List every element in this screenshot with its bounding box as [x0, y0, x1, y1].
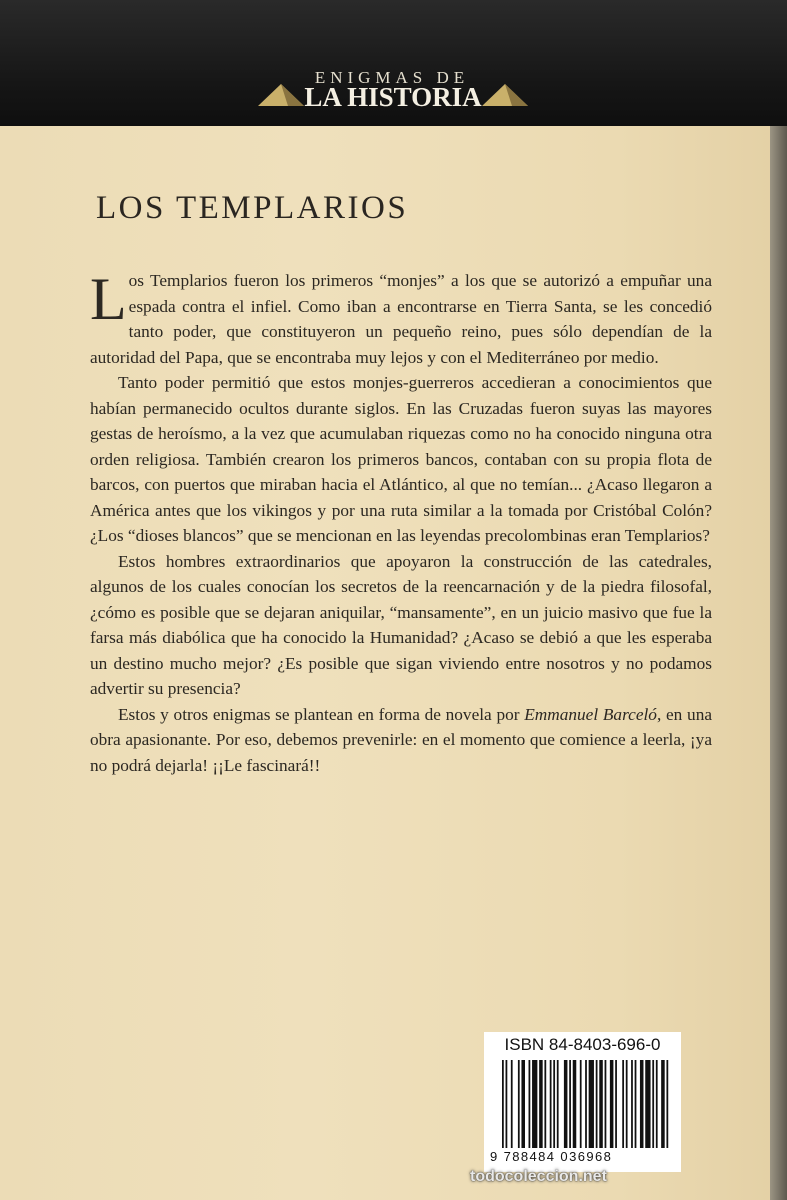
barcode-bar — [502, 1060, 504, 1148]
barcode-bar — [610, 1060, 614, 1148]
watermark: todocoleccion.net — [470, 1168, 607, 1185]
barcode-bar — [529, 1060, 531, 1148]
barcode-bar — [640, 1060, 644, 1148]
barcode-bar — [521, 1060, 525, 1148]
barcode-bar — [550, 1060, 552, 1148]
paragraph-text: Estos y otros enigmas se plantean en forma de novela por — [118, 704, 525, 724]
paragraph-text: , en una obra apasionante. Por eso, debemos prevenirle: en el momento que comience a leerla, ¡ya no podrá dejarla! ¡¡Le fascinará!! — [90, 704, 713, 775]
barcode-bar — [569, 1060, 571, 1148]
barcode-bar — [511, 1060, 513, 1148]
series-logo — [258, 68, 528, 112]
barcode-bar — [656, 1060, 658, 1148]
barcode-bar — [626, 1060, 628, 1148]
barcode-bar — [573, 1060, 577, 1148]
barcode-bar — [564, 1060, 568, 1148]
synopsis-paragraph — [90, 702, 712, 779]
barcode-bar — [544, 1060, 546, 1148]
synopsis-paragraph: Estos hombres extraordinarios que apoyaron la construcción de las catedrales, algunos de los cuales conocían los secretos de la reencarnación y de la piedra filosofal, ¿cómo es posible que se dejaran aniquilar, “mansamente”, en un juicio masivo que fue la farsa más diabólica que ha conocido la Humanidad? ¿Acaso se debió a que les esperaba un destino mucho mejor? ¿Es posible que sigan viviendo entre nosotros y no podamos advertir su presencia? — [90, 551, 712, 698]
isbn-number: ISBN 84-8403-696-0 — [504, 1035, 661, 1054]
barcode-bar — [652, 1060, 654, 1148]
barcode-bar — [518, 1060, 520, 1148]
series-band — [0, 0, 787, 126]
barcode-bar — [580, 1060, 582, 1148]
synopsis — [90, 268, 712, 778]
barcode-bar — [539, 1060, 543, 1148]
barcode-bar — [585, 1060, 587, 1148]
synopsis-paragraph — [90, 268, 712, 370]
series-name-main: LA HISTORIA — [304, 82, 482, 112]
ean-number: 9 788484 036968 — [490, 1149, 613, 1164]
barcode-bar — [615, 1060, 617, 1148]
barcode-bar — [532, 1060, 537, 1148]
barcode-bar — [589, 1060, 594, 1148]
barcode-label — [484, 1032, 681, 1172]
drop-cap: L — [90, 266, 127, 332]
barcode-bar — [557, 1060, 559, 1148]
barcode-icon — [502, 1060, 672, 1148]
book-spine-edge — [770, 0, 787, 1200]
barcode-bar — [631, 1060, 633, 1148]
barcode-bar — [645, 1060, 650, 1148]
series-name-top: ENIGMAS DE — [314, 68, 470, 87]
barcode-bar — [605, 1060, 607, 1148]
barcode-bar — [599, 1060, 603, 1148]
book-title: LOS TEMPLARIOS — [96, 190, 409, 226]
pyramid-icon — [482, 82, 528, 106]
paragraph-text: os Templarios fueron los primeros “monjes” a los que se autorizó a empuñar una espada contra el infiel. Como iban a encontrarse en Tierra Santa, se les concedió tanto poder, que constituyeron un pequeño reino, pues sólo dependían de la autoridad del Papa, que se encontraba muy lejos y con el Mediterráneo por medio. — [90, 271, 712, 367]
barcode-bar — [661, 1060, 665, 1148]
synopsis-paragraph: Tanto poder permitió que estos monjes-guerreros accedieran a conocimientos que habían permanecido ocultos durante siglos. En las Cruzadas fueron suyas las mayores gestas de heroísmo, a la vez que acumulaban riquezas como no ha conocido ninguna otra orden religiosa. También crearon los primeros bancos, contaban con su propia flota de barcos, con puertos que miraban hacia el Atlántico, al que no temían... ¿Acaso llegaron a América antes que los vikingos y por una ruta similar a la tomada por Cristóbal Colón? ¿Los “dioses blancos” que se mencionan en las leyendas precolombinas eran Templarios? — [90, 373, 712, 545]
barcode-bar — [596, 1060, 598, 1148]
barcode-bar — [666, 1060, 668, 1148]
author-name: Emmanuel Barceló — [524, 704, 657, 724]
barcode-bar — [622, 1060, 624, 1148]
barcode-bar — [553, 1060, 555, 1148]
barcode-bar — [635, 1060, 637, 1148]
barcode-bar — [506, 1060, 508, 1148]
